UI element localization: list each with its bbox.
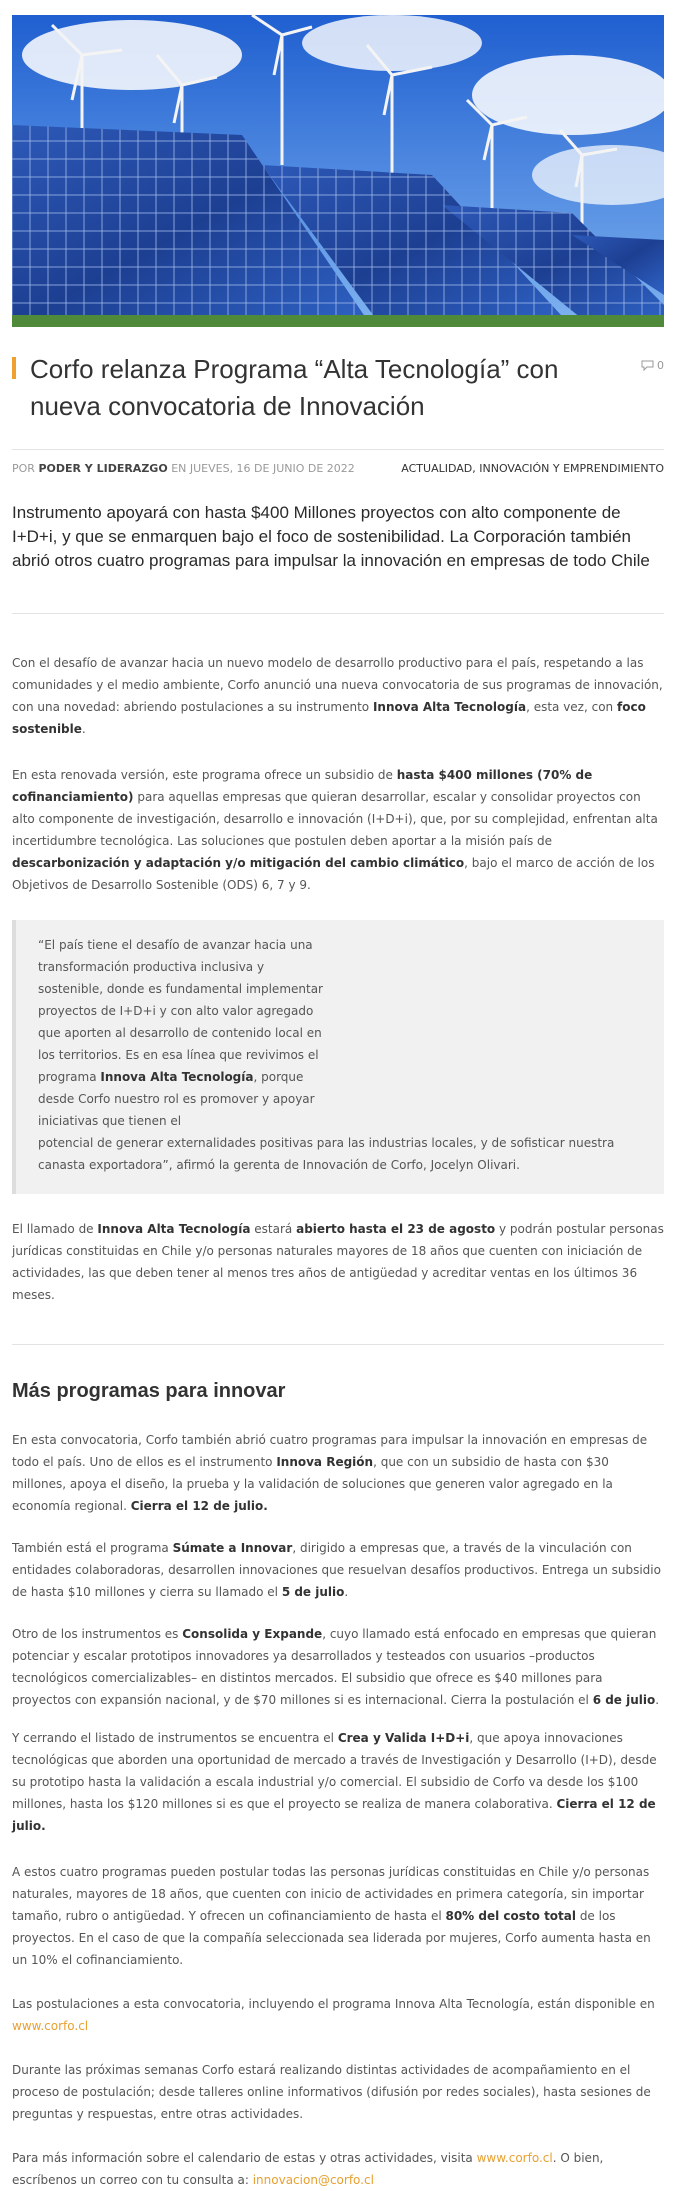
text: de los proyectos. En el caso de que la compañía seleccionada sea liderada por mujeres, Corfo aumenta hasta en un 10% el cofinanciamiento.	[12, 1909, 651, 1967]
bold-text: 5 de julio	[281, 1585, 345, 1599]
text: Con el desafío de avanzar hacia un nuevo modelo de desarrollo productivo para el país, respetando a las comunidades y el medio ambiente, Corfo anunció una nueva convocatoria de sus programas de innovación, con una novedad: abriendo postulaciones a su instrumento	[12, 656, 663, 714]
text: y podrán postular personas jurídicas constituidas en Chile y/o personas naturales mayores de 18 años que cuenten con iniciación de actividades, las que deben tener al menos tres años de antigüedad y acreditar ventas en los últimos 36 meses.	[12, 1222, 664, 1302]
text: .	[344, 1585, 349, 1599]
paragraph-1	[12, 652, 664, 740]
bold-text: hasta $400 millones (70% de cofinanciamiento)	[12, 768, 593, 804]
author-link[interactable]: PODER Y LIDERAZGO	[38, 462, 168, 475]
bold-text: descarbonización y adaptación y/o mitigación del cambio climático	[12, 856, 465, 870]
text: Para más información sobre el calendario de estas y otras actividades, visita	[12, 2151, 477, 2165]
article-lead: Instrumento apoyará con hasta $400 Millones proyectos con alto componente de I+D+i, y que se enmarquen bajo el foco de sostenibilidad. La Corporación también abrió otros cuatro programas para impulsar la innovación en empresas de todo Chile	[12, 501, 664, 614]
category-link-innovacion[interactable]: INNOVACIÓN Y EMPRENDIMIENTO	[479, 462, 664, 475]
solar-panels-illustration	[12, 15, 664, 327]
text: También está el programa	[12, 1541, 173, 1555]
title-accent-bar	[12, 357, 16, 379]
paragraph-11	[12, 2147, 664, 2191]
text: , que apoya innovaciones tecnológicas que aborden una oportunidad de mercado a través de Investigación y Desarrollo (I+D), desde su prototipo hasta la validación a escala industrial y/o comercial. El subsidio de Corfo va desde los $100 millones, hasta los $120 millones si es que el proyecto se realiza de manera colaborativa.	[12, 1731, 657, 1811]
byline	[12, 462, 355, 483]
bold-text: Cierra el 12 de julio.	[12, 1797, 656, 1833]
paragraph-10: Durante las próximas semanas Corfo estará realizando distintas actividades de acompañamiento en el proceso de postulación; desde talleres online informativos (difusión por redes sociales), hasta sesiones de preguntas y respuestas, entre otras actividades.	[12, 2063, 651, 2121]
text: Y cerrando el listado de instrumentos se encuentra el	[12, 1731, 338, 1745]
text: , bajo el marco de acción de los Objetivos de Desarrollo Sostenible (ODS) 6, 7 y 9.	[12, 856, 655, 892]
paragraph-9	[12, 1993, 664, 2037]
paragraph-5	[12, 1537, 664, 1603]
text: Las postulaciones a esta convocatoria, incluyendo el programa Innova Alta Tecnología, están disponible en	[12, 1997, 655, 2011]
bold-text: 80% del costo total	[445, 1909, 576, 1923]
categories	[401, 462, 664, 483]
category-link-actualidad[interactable]: ACTUALIDAD	[401, 462, 473, 475]
date-label: EN JUEVES, 16 DE JUNIO DE 2022	[171, 462, 355, 475]
paragraph-6	[12, 1623, 664, 1711]
bold-text: foco sostenible	[12, 700, 646, 736]
bold-text: abierto hasta el 23 de agosto	[296, 1222, 496, 1236]
text: , que con un subsidio de hasta con $30 millones, apoya el diseño, la prueba y la validación de soluciones que generen valor agregado en la economía regional.	[12, 1455, 613, 1513]
bold-text: 6 de julio	[592, 1693, 656, 1707]
bold-text: Innova Alta Tecnología	[372, 700, 527, 714]
text: Otro de los instrumentos es	[12, 1627, 183, 1641]
bold-text: Crea y Valida I+D+i	[337, 1731, 470, 1745]
section-heading: Más programas para innovar	[12, 1380, 286, 1402]
text: El llamado de	[12, 1222, 98, 1236]
comment-icon	[641, 360, 654, 371]
text: En esta convocatoria, Corfo también abrió cuatro programas para impulsar la innovación en empresas de todo el país. Uno de ellos es el instrumento	[12, 1433, 648, 1469]
bold-text: Innova Alta Tecnología	[97, 1222, 251, 1236]
text: .	[81, 722, 86, 736]
hero-image	[12, 15, 664, 327]
by-label: POR	[12, 462, 35, 475]
corfo-website-link-2[interactable]: www.corfo.cl	[476, 2151, 553, 2165]
article-header	[12, 351, 664, 425]
paragraph-2	[12, 764, 664, 896]
bold-text: Innova Región	[276, 1455, 374, 1469]
paragraph-3	[12, 1218, 664, 1345]
text: “El país tiene el desafío de avanzar hacia una transformación productiva inclusiva y sostenible, donde es fundamental implementar proyectos de I+D+i y con alto valor agregado que aporten al desarrollo de contenido local en los territorios. Es en esa línea que revivimos el programa	[38, 938, 323, 1084]
innovacion-email-link[interactable]: innovacion@corfo.cl	[252, 2173, 374, 2187]
comment-count: 0	[657, 359, 664, 372]
text: estará	[250, 1222, 297, 1236]
quote-part-2: potencial de generar externalidades positivas para las industrias locales, y de sofisticar nuestra canasta exportadora”, afirmó la gerenta de Innovación de Corfo, Jocelyn Olivari.	[38, 1136, 615, 1172]
text: para aquellas empresas que quieran desarrollar, escalar y consolidar proyectos con alto componente de investigación, desarrollo e innovación (I+D+i), que, por su complejidad, enfrentan alta incertidumbre tecnológica. Las soluciones que postulen deben aportar a la misión país de	[12, 790, 658, 848]
text: , esta vez, con	[526, 700, 617, 714]
article-meta	[12, 449, 664, 483]
bold-text: Cierra el 12 de julio.	[130, 1499, 268, 1513]
text: En esta renovada versión, este programa ofrece un subsidio de	[12, 768, 397, 782]
text: , dirigido a empresas que, a través de la vinculación con entidades colaboradoras, desarrollen innovaciones que resuelvan desafíos productivos. Entrega un subsidio de hasta $10 millones y cierra su llamado el	[12, 1541, 661, 1599]
text: , porque desde Corfo nuestro rol es promover y apoyar iniciativas que tienen el	[38, 1070, 315, 1128]
bold-text: Consolida y Expande	[182, 1627, 323, 1641]
bold-text: Súmate a Innovar	[172, 1541, 293, 1555]
corfo-website-link[interactable]: www.corfo.cl	[12, 2019, 89, 2033]
comment-count-link[interactable]	[641, 359, 664, 372]
text: A estos cuatro programas pueden postular todas las personas jurídicas constituidas en Chile y/o personas naturales, mayores de 18 años, que cuenten con inicio de actividades en primera categoría, sin importar tamaño, rubro o antigüedad. Y ofrecen un cofinanciamiento de hasta el	[12, 1865, 650, 1923]
quote-part-1	[38, 934, 328, 1132]
text: .	[655, 1693, 660, 1707]
paragraph-8	[12, 1861, 664, 1971]
text: , cuyo llamado está enfocado en empresas que quieran potenciar y escalar prototipos innovadores ya desarrollados y testeados con usuarios –productos tecnológicos comercializables– en distintos mercados. El subsidio que ofrece es $40 millones para proyectos con expansión nacional, y de $70 millones si es internacional. Cierra la postulación el	[12, 1627, 657, 1707]
category-separator: ,	[472, 462, 476, 475]
text: . O bien, escríbenos un correo con tu consulta a:	[12, 2151, 604, 2187]
bold-text: Innova Alta Tecnología	[100, 1070, 254, 1084]
quote-block	[12, 920, 664, 1194]
article-title: Corfo relanza Programa “Alta Tecnología” con nueva convocatoria de Innovación	[30, 354, 559, 421]
paragraph-4	[12, 1429, 664, 1517]
paragraph-7	[12, 1727, 664, 1837]
